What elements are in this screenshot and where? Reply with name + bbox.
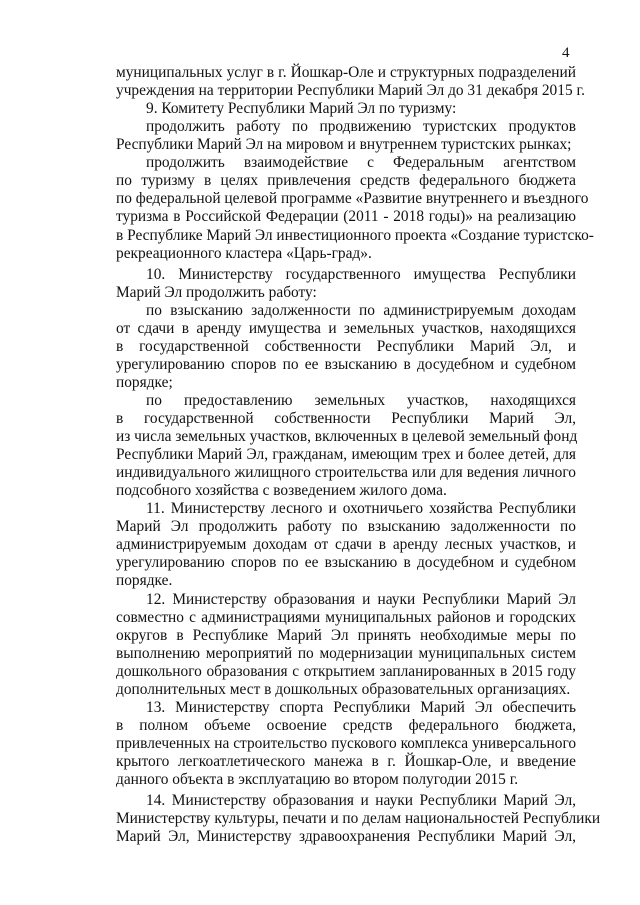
- text-line: в полном объеме освоение средств федерального бюджета,: [116, 716, 576, 734]
- text-line: дополнительных мест в дошкольных образовательных организациях.: [116, 680, 571, 698]
- text-line: администрируемым доходам от сдачи в аренду лесных участков, и: [116, 536, 576, 554]
- text-line: привлеченных на строительство пускового комплекса универсального: [116, 734, 577, 752]
- text-line: данного объекта в эксплуатацию во втором полугодии 2015 г.: [116, 771, 519, 788]
- text-line: продолжить взаимодействие с Федеральным агентством: [146, 154, 576, 172]
- text-line: Марий Эл продолжить работу по взысканию задолженности по: [116, 518, 576, 536]
- text-line: дошкольного образования с открытием запланированных в 2015 году: [116, 662, 576, 680]
- text-line: урегулированию споров по ее взысканию в досудебном и судебном: [116, 554, 576, 572]
- text-line: округов в Республике Марий Эл принять необходимые меры по: [116, 626, 576, 644]
- text-line: урегулированию споров по ее взысканию в досудебном и судебном: [116, 355, 576, 373]
- text-line: 12. Министерству образования и науки Республики Марий Эл: [146, 590, 576, 608]
- text-line: по предоставлению земельных участков, находящихся: [146, 391, 576, 409]
- text-line: 13. Министерству спорта Республики Марий Эл обеспечить: [146, 698, 576, 716]
- text-line: в государственной собственности Республики Марий Эл, и: [116, 337, 576, 355]
- page-number: 4: [562, 45, 570, 61]
- text-line: в государственной собственности Республики Марий Эл,: [116, 409, 576, 427]
- text-line: 14. Министерству образования и науки Республики Марий Эл,: [146, 792, 576, 809]
- text-line: по взысканию задолженности по администрируемым доходам: [146, 301, 576, 319]
- text-line: 10. Министерству государственного имущества Республики: [146, 265, 576, 283]
- text-line: Марий Эл продолжить работу:: [116, 283, 317, 301]
- text-line: учреждения на территории Республики Марий Эл до 31 декабря 2015 г.: [116, 82, 585, 100]
- text-line: из числа земельных участков, включенных в целевой земельный фонд: [116, 428, 578, 445]
- text-line: порядке;: [116, 373, 173, 391]
- text-line: совместно с администрациями муниципальных районов и городских: [116, 608, 576, 626]
- text-line: порядке.: [116, 572, 173, 590]
- text-line: 11. Министерству лесного и охотничьего хозяйства Республики: [146, 500, 576, 518]
- text-line: Республики Марий Эл на мировом и внутреннем туристских рынках;: [116, 136, 572, 154]
- text-line: Министерству культуры, печати и по делам национальностей Республики: [116, 810, 601, 828]
- text-line: индивидуального жилищного строительства или для ведения личного: [116, 464, 576, 482]
- text-line: муниципальных услуг в г. Йошкар-Оле и структурных подразделений: [116, 64, 576, 81]
- text-line: 9. Комитету Республики Марий Эл по туризму:: [146, 100, 457, 118]
- text-line: туризма в Российской Федерации (2011 - 2018 годы)» на реализацию: [116, 208, 576, 226]
- text-line: Республики Марий Эл, гражданам, имеющим трех и более детей, для: [116, 446, 576, 464]
- text-line: в Республике Марий Эл инвестиционного проекта «Создание туристско-: [116, 226, 594, 244]
- text-line: Марий Эл, Министерству здравоохранения Республики Марий Эл,: [116, 828, 576, 846]
- text-line: крытого легкоатлетического манежа в г. Йошкар-Оле, и введение: [116, 752, 576, 770]
- text-line: от сдачи в аренду имущества и земельных участков, находящихся: [116, 319, 576, 337]
- text-line: продолжить работу по продвижению туристских продуктов: [146, 118, 576, 136]
- text-line: рекреационного кластера «Царь-град».: [116, 244, 372, 262]
- text-line: подсобного хозяйства с возведением жилого дома.: [116, 482, 447, 500]
- text-line: по туризму в целях привлечения средств федерального бюджета: [116, 172, 576, 190]
- text-line: по федеральной целевой программе «Развитие внутреннего и въездного: [116, 190, 589, 208]
- text-line: выполнению мероприятий по модернизации муниципальных систем: [116, 644, 576, 662]
